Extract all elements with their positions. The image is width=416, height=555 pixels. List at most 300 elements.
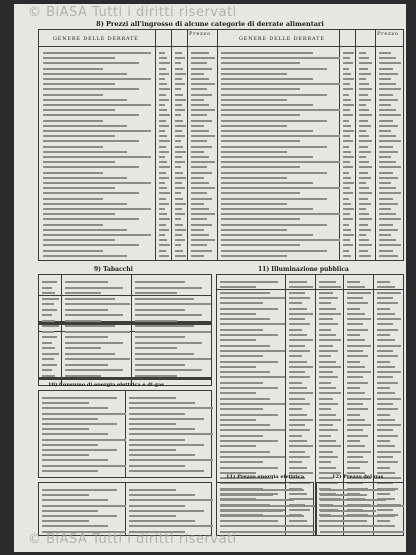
print-line: [359, 73, 371, 75]
print-line: [343, 234, 354, 236]
print-line: [220, 424, 270, 426]
print-line: [377, 323, 393, 325]
print-line: [289, 440, 307, 442]
print-line: [377, 308, 390, 310]
print-line: [65, 314, 123, 316]
print-line: [221, 239, 340, 241]
print-line: [135, 331, 211, 333]
print-line: [129, 413, 185, 415]
print-line: [221, 146, 327, 148]
print-line: [191, 208, 209, 210]
print-line: [221, 234, 313, 236]
print-line: [221, 83, 340, 85]
print-line: [347, 387, 360, 389]
print-line: [379, 130, 391, 132]
print-line: [191, 213, 215, 215]
print-line: [359, 146, 368, 148]
print-line: [65, 287, 123, 289]
print-line: [42, 364, 57, 366]
print-line: [43, 114, 139, 116]
print-line: [347, 445, 365, 447]
print-line: [65, 353, 115, 355]
print-line: [43, 130, 151, 132]
gas-price-table: [316, 482, 404, 536]
print-line: [379, 213, 396, 215]
print-line: [320, 525, 386, 527]
print-line: [379, 140, 401, 142]
print-line: [347, 451, 371, 453]
print-line: [175, 130, 182, 132]
print-line: [221, 99, 287, 101]
print-line: [42, 358, 54, 360]
print-line: [320, 520, 367, 522]
print-line: [319, 398, 333, 400]
print-line: [42, 423, 117, 425]
print-line: [221, 62, 300, 64]
print-line: [175, 52, 182, 54]
print-line: [319, 313, 341, 315]
print-line: [319, 382, 331, 384]
print-line: [347, 350, 363, 352]
print-line: [220, 515, 304, 517]
print-line: [42, 336, 57, 338]
print-line: [220, 456, 285, 458]
print-line: [159, 156, 165, 158]
print-line: [221, 187, 340, 189]
print-line: [42, 428, 89, 430]
print-line: [43, 244, 139, 246]
print-line: [377, 376, 393, 378]
print-line: [347, 440, 360, 442]
print-line: [175, 62, 181, 64]
print-line: [221, 182, 313, 184]
print-line: [159, 234, 165, 236]
print-line: [191, 104, 209, 106]
print-line: [221, 140, 300, 142]
print-line: [289, 292, 305, 294]
print-line: [43, 57, 115, 59]
print-line: [343, 114, 353, 116]
print-line: [289, 387, 307, 389]
print-line: [359, 244, 372, 246]
print-line: [359, 234, 366, 236]
print-line: [359, 203, 371, 205]
print-line: [343, 151, 351, 153]
print-line: [191, 177, 204, 179]
print-line: [65, 358, 130, 360]
print-line: [379, 203, 398, 205]
print-line: [343, 73, 351, 75]
print-line: [221, 151, 287, 153]
print-line: [175, 182, 182, 184]
print-line: [221, 130, 313, 132]
print-line: [347, 308, 360, 310]
print-line: [221, 161, 340, 163]
print-line: [175, 177, 186, 179]
print-line: [319, 286, 341, 288]
print-line: [377, 419, 395, 421]
print-line: [377, 286, 395, 288]
print-line: [359, 151, 371, 153]
print-line: [289, 334, 307, 336]
print-line: [221, 166, 300, 168]
print-line: [221, 172, 327, 174]
print-line: [159, 78, 165, 80]
print-line: [43, 224, 103, 226]
print-line: [359, 94, 368, 96]
print-line: [359, 52, 366, 54]
print-line: [191, 146, 212, 148]
print-line: [220, 281, 278, 283]
print-line: [379, 120, 393, 122]
print-line: [129, 433, 213, 435]
print-line: [220, 461, 263, 463]
print-line: [343, 109, 350, 111]
print-line: [319, 308, 336, 310]
print-line: [175, 234, 182, 236]
print-line: [379, 83, 396, 85]
print-line: [43, 120, 103, 122]
print-line: [135, 287, 202, 289]
print-line: [221, 114, 300, 116]
print-line: [159, 57, 167, 59]
print-line: [42, 281, 57, 283]
print-line: [175, 187, 185, 189]
print-line: [175, 109, 185, 111]
print-line: [377, 456, 393, 458]
print-line: [65, 369, 123, 371]
print-line: [379, 244, 401, 246]
print-line: [377, 424, 401, 426]
print-line: [347, 424, 371, 426]
print-line: [359, 88, 372, 90]
print-line: [343, 239, 350, 241]
print-line: [221, 156, 313, 158]
print-line: [129, 428, 195, 430]
print-line: [289, 456, 310, 458]
print-line: [289, 350, 310, 352]
print-line: [379, 187, 396, 189]
print-line: [129, 439, 185, 441]
print-line: [320, 505, 404, 507]
print-line: [191, 224, 212, 226]
print-line: [42, 320, 55, 322]
print-line: [175, 114, 181, 116]
print-line: [159, 130, 165, 132]
print-line: [175, 94, 183, 96]
print-line: [65, 309, 108, 311]
print-line: [343, 177, 351, 179]
print-line: [135, 364, 185, 366]
print-line: [289, 318, 305, 320]
print-line: [191, 140, 207, 142]
print-line: [379, 239, 396, 241]
print-line: [159, 255, 169, 257]
print-line: [289, 371, 305, 373]
print-line: [43, 177, 127, 179]
print-line: [319, 403, 338, 405]
print-line: [191, 114, 207, 116]
print-line: [135, 336, 185, 338]
print-line: [43, 83, 115, 85]
print-line: [43, 125, 127, 127]
print-line: [191, 229, 204, 231]
print-line: [379, 218, 401, 220]
food-prices-table: [38, 29, 404, 261]
print-line: [220, 361, 278, 363]
print-line: [319, 345, 333, 347]
print-line: [359, 135, 369, 137]
print-line: [289, 361, 307, 363]
print-line: [377, 339, 395, 341]
print-line: [129, 505, 185, 507]
print-line: [175, 250, 183, 252]
print-line: [379, 125, 398, 127]
watermark-top: © BiASA Tutti i diritti riservati: [28, 5, 237, 20]
print-line: [319, 445, 341, 447]
print-line: [347, 281, 360, 283]
print-line: [379, 161, 396, 163]
print-line: [191, 94, 212, 96]
print-line: [289, 339, 313, 341]
print-line: [43, 182, 151, 184]
print-line: [159, 83, 167, 85]
print-line: [359, 172, 368, 174]
print-line: [135, 369, 202, 371]
print-line: [175, 57, 185, 59]
print-line: [343, 68, 349, 70]
print-line: [159, 140, 170, 142]
print-line: [320, 494, 367, 496]
print-line: [343, 224, 349, 226]
print-line: [359, 156, 366, 158]
print-line: [159, 114, 170, 116]
print-line: [379, 156, 391, 158]
print-line: [175, 192, 181, 194]
print-line: [343, 104, 354, 106]
print-line: [43, 52, 151, 54]
print-line: [191, 135, 215, 137]
print-line: [343, 208, 354, 210]
print-line: [347, 419, 365, 421]
print-line: [220, 489, 304, 491]
print-line: [319, 376, 338, 378]
print-line: [159, 229, 169, 231]
print-line: [377, 292, 401, 294]
print-line: [289, 355, 302, 357]
print-line: [347, 403, 363, 405]
print-line: [343, 140, 353, 142]
print-line: [129, 515, 176, 517]
print-line: [377, 467, 390, 469]
print-line: [159, 224, 166, 226]
print-line: [343, 203, 351, 205]
print-line: [220, 286, 256, 288]
print-line: [347, 345, 371, 347]
print-line: [377, 451, 401, 453]
lighting-title: 11) Illuminazione pubblica: [258, 266, 349, 273]
print-line: [159, 88, 170, 90]
print-line: [175, 68, 183, 70]
print-line: [43, 192, 139, 194]
print-line: [377, 398, 401, 400]
print-line: [377, 392, 395, 394]
print-line: [129, 499, 213, 501]
print-line: [42, 470, 98, 472]
print-line: [347, 461, 368, 463]
print-line: [159, 94, 166, 96]
print-line: [129, 520, 195, 522]
print-line: [175, 244, 181, 246]
print-line: [377, 403, 393, 405]
print-line: [319, 334, 336, 336]
print-line: [319, 281, 336, 283]
print-line: [42, 489, 117, 491]
gas-title: 10) Consumo di energia elettrica e di gas: [48, 382, 165, 388]
print-line: [159, 109, 167, 111]
print-line: [319, 329, 331, 331]
print-line: [42, 444, 98, 446]
print-line: [343, 88, 353, 90]
print-line: [347, 392, 365, 394]
print-line: [377, 366, 395, 368]
print-line: [43, 99, 127, 101]
print-line: [343, 198, 349, 200]
print-line: [377, 329, 398, 331]
print-line: [159, 187, 167, 189]
print-line: [129, 510, 204, 512]
print-line: [191, 73, 204, 75]
print-line: [319, 355, 331, 357]
print-line: [319, 366, 341, 368]
print-line: [347, 302, 368, 304]
print-line: [175, 156, 182, 158]
print-line: [289, 435, 302, 437]
print-line: [289, 419, 313, 421]
print-line: [43, 187, 115, 189]
print-line: [159, 151, 169, 153]
print-line: [175, 239, 185, 241]
print-line: [377, 361, 390, 363]
print-line: [159, 146, 166, 148]
print-line: [159, 208, 165, 210]
print-line: [135, 298, 194, 300]
print-line: [175, 151, 186, 153]
print-line: [191, 250, 212, 252]
print-line: [343, 83, 350, 85]
print-line: [220, 350, 285, 352]
print-line: [359, 130, 366, 132]
print-line: [319, 350, 338, 352]
energy-price-title: 11) Prezzo energia elettrica: [226, 474, 305, 480]
print-line: [289, 461, 302, 463]
print-line: [220, 382, 263, 384]
print-line: [42, 353, 59, 355]
print-line: [220, 345, 270, 347]
print-line: [129, 423, 176, 425]
document-page: [14, 4, 406, 552]
print-line: [129, 449, 176, 451]
print-line: [347, 339, 365, 341]
print-line: [220, 366, 256, 368]
print-line: [347, 361, 360, 363]
print-line: [343, 161, 350, 163]
print-line: [221, 224, 327, 226]
print-line: [42, 325, 59, 327]
print-line: [42, 298, 59, 300]
print-line: [220, 510, 283, 512]
print-line: [43, 151, 127, 153]
print-line: [191, 62, 207, 64]
print-line: [191, 151, 204, 153]
print-line: [379, 208, 391, 210]
print-line: [159, 62, 170, 64]
print-line: [191, 156, 209, 158]
print-line: [42, 525, 108, 527]
print-line: [359, 218, 372, 220]
print-line: [377, 334, 390, 336]
print-line: [379, 229, 398, 231]
print-line: [221, 104, 313, 106]
print-line: [43, 156, 151, 158]
print-line: [289, 408, 302, 410]
print-line: [359, 239, 369, 241]
print-line: [319, 414, 336, 416]
print-line: [159, 172, 166, 174]
print-line: [65, 342, 123, 344]
print-line: [220, 414, 278, 416]
print-line: [159, 198, 166, 200]
print-line: [42, 510, 98, 512]
print-line: [65, 292, 101, 294]
print-line: [220, 392, 256, 394]
print-line: [159, 166, 170, 168]
print-line: [359, 114, 372, 116]
print-line: [379, 224, 393, 226]
print-line: [343, 229, 351, 231]
print-line: [379, 52, 391, 54]
print-line: [289, 302, 302, 304]
print-line: [221, 88, 300, 90]
print-line: [289, 398, 305, 400]
print-line: [377, 440, 390, 442]
print-line: [191, 161, 215, 163]
print-line: [43, 208, 151, 210]
print-line: [159, 182, 165, 184]
food-prices-title: 8) Prezzi all'ingrosso di alcune categorie di derrate alimentari: [96, 20, 324, 28]
print-line: [191, 130, 209, 132]
print-line: [347, 429, 363, 431]
print-line: [220, 403, 285, 405]
print-line: [343, 146, 349, 148]
print-line: [289, 445, 313, 447]
print-line: [347, 414, 360, 416]
print-line: [159, 161, 167, 163]
print-line: [42, 342, 52, 344]
right-column-header: GENERE DELLE DERRATE: [239, 36, 325, 42]
print-line: [343, 182, 354, 184]
print-line: [135, 325, 194, 327]
print-line: [347, 467, 360, 469]
print-line: [129, 397, 176, 399]
print-line: [135, 320, 177, 322]
print-line: [191, 198, 212, 200]
print-line: [289, 281, 307, 283]
print-line: [191, 239, 215, 241]
print-line: [159, 203, 169, 205]
print-line: [43, 68, 103, 70]
print-line: [135, 314, 202, 316]
